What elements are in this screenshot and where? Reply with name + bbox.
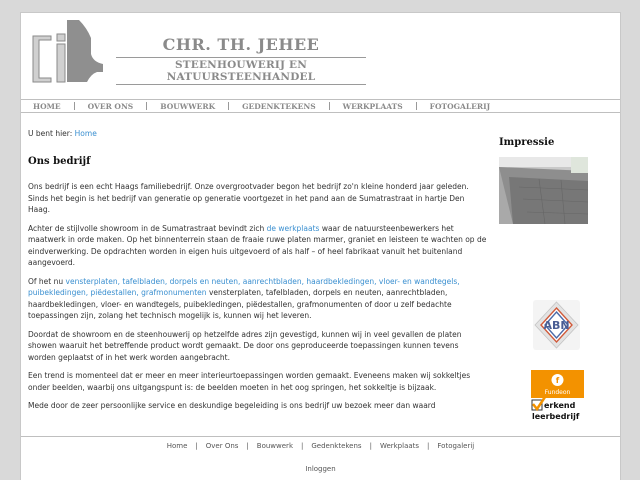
footer-link-home[interactable]: Home: [166, 442, 188, 450]
paragraph-products: [28, 276, 488, 322]
sidebar: [499, 137, 599, 224]
nav-separator: [146, 102, 147, 110]
main-nav: [21, 99, 620, 113]
products-link[interactable]: vensterplaten, tafelbladen, dorpels en neuten, aanrechtbladen, haardbekledingen, vloer- en wandtegels, puibekledingen, piëdestallen, grafmonumenten: [28, 276, 460, 297]
sidebar-title: Impressie: [499, 137, 555, 148]
werkplaats-link[interactable]: de werkplaats: [266, 223, 320, 233]
nav-home[interactable]: HOME: [33, 101, 61, 111]
nav-werkplaats[interactable]: WERKPLAATS: [342, 101, 403, 111]
svg-text:erkend: erkend: [544, 401, 576, 410]
svg-text:leerbedrijf: leerbedrijf: [532, 412, 580, 421]
nav-separator: [74, 102, 75, 110]
fundeon-erkend-logo[interactable]: [530, 370, 585, 424]
footer: [21, 436, 620, 480]
breadcrumb-prefix: U bent hier:: [28, 129, 73, 138]
paragraph-trend: Een trend is momenteel dat er meer en meer interieurtoepassingen worden gemaakt. Eveneens maken wij sokkeltjes onder beelden, waarbij ons uitgangspunt is: de beelden moeten in het oog springen, het sokkeltje is bijzaak.: [28, 371, 471, 392]
cj-logo[interactable]: [31, 18, 107, 84]
text-segment: Of het nu: [28, 276, 66, 286]
footer-link-gedenktekens[interactable]: Gedenktekens: [311, 442, 362, 450]
company-subtitle: STEENHOUWERIJ EN NATUURSTEENHANDEL: [166, 59, 316, 83]
text-segment: vensterplaten, tafelbladen, dorpels en neuten, aanrechtbladen, haardbekledingen, vloer- en wandtegels, puibekledingen, piëdestallen, grafmonumenten of door u zelf bedachte toepassingen zijn, zolang het technisch mogelijk is, kunnen wij het leveren.: [28, 288, 452, 320]
abn-text: ABN: [543, 319, 570, 332]
nav-fotogalerij[interactable]: FOTOGALERIJ: [429, 101, 491, 111]
breadcrumb: [28, 129, 488, 138]
paragraph-showroom: Doordat de showroom en de steenhouwerij op hetzelfde adres zijn gevestigd, kunnen wij in veel gevallen de platen showen waaruit het betreffende product wordt gemaakt. De door ons geproduceerde toepassingen kunnen tevens worden geplaatst of in het werk worden aangebracht.: [28, 329, 462, 362]
breadcrumb-home-link[interactable]: Home: [74, 129, 97, 138]
svg-text:f: f: [555, 376, 560, 385]
company-name: CHR. TH. JEHEE: [162, 35, 320, 54]
login-link[interactable]: Inloggen: [305, 465, 336, 473]
text-segment: waar de natuursteenbewerkers het maatwerk in orde maken. Op het binnenterrein staan de fraaie ruwe platen marmer, graniet en leisteen te wachten op de eindverwerking. De opdrachten worden in eigen huis uitgevoerd of als half – of heel fabrikaat vanuit het buitenland aangevoerd.: [28, 223, 487, 267]
login-area: [21, 465, 620, 473]
company-title: [116, 35, 366, 85]
impressie-photo[interactable]: [499, 157, 588, 224]
page: [20, 12, 621, 480]
text-segment: Achter de stijlvolle showroom in de Sumatrastraat bevindt zich: [28, 223, 267, 233]
nav-separator: [329, 102, 330, 110]
nav-separator: [228, 102, 229, 110]
footer-link-over-ons[interactable]: Over Ons: [205, 442, 239, 450]
paragraph-service: Mede door de zeer persoonlijke service en deskundige begeleiding is ons bedrijf uw bezoek meer dan waard: [28, 401, 436, 410]
nav-separator: [416, 102, 417, 110]
page-title: Ons bedrijf: [28, 156, 91, 167]
header: [21, 13, 620, 98]
footer-separator: |: [369, 442, 372, 450]
footer-link-werkplaats[interactable]: Werkplaats: [379, 442, 420, 450]
footer-separator: |: [195, 442, 198, 450]
footer-link-bouwwerk[interactable]: Bouwwerk: [256, 442, 293, 450]
footer-separator: |: [427, 442, 430, 450]
abn-logo[interactable]: [529, 296, 584, 356]
paragraph-workshop: [28, 223, 488, 269]
nav-bouwwerk[interactable]: BOUWWERK: [160, 101, 216, 111]
nav-gedenktekens[interactable]: GEDENKTEKENS: [242, 101, 316, 111]
fundeon-text: Fundeon: [544, 389, 571, 396]
footer-separator: |: [301, 442, 304, 450]
nav-over-ons[interactable]: OVER ONS: [87, 101, 134, 111]
paragraph-intro: Ons bedrijf is een echt Haags familiebedrijf. Onze overgrootvader begon het bedrijf zo'n kleine honderd jaar geleden. Sinds het begin is het bedrijf van generatie op generatie voortgezet in het pand aan de Sumatrastraat in hartje Den Haag.: [28, 182, 469, 214]
main-content: [28, 129, 488, 419]
footer-nav: [21, 442, 620, 450]
footer-separator: |: [246, 442, 249, 450]
subtitle-rule: [116, 84, 366, 85]
title-rule: [116, 57, 366, 58]
footer-link-fotogalerij[interactable]: Fotogalerij: [437, 442, 475, 450]
